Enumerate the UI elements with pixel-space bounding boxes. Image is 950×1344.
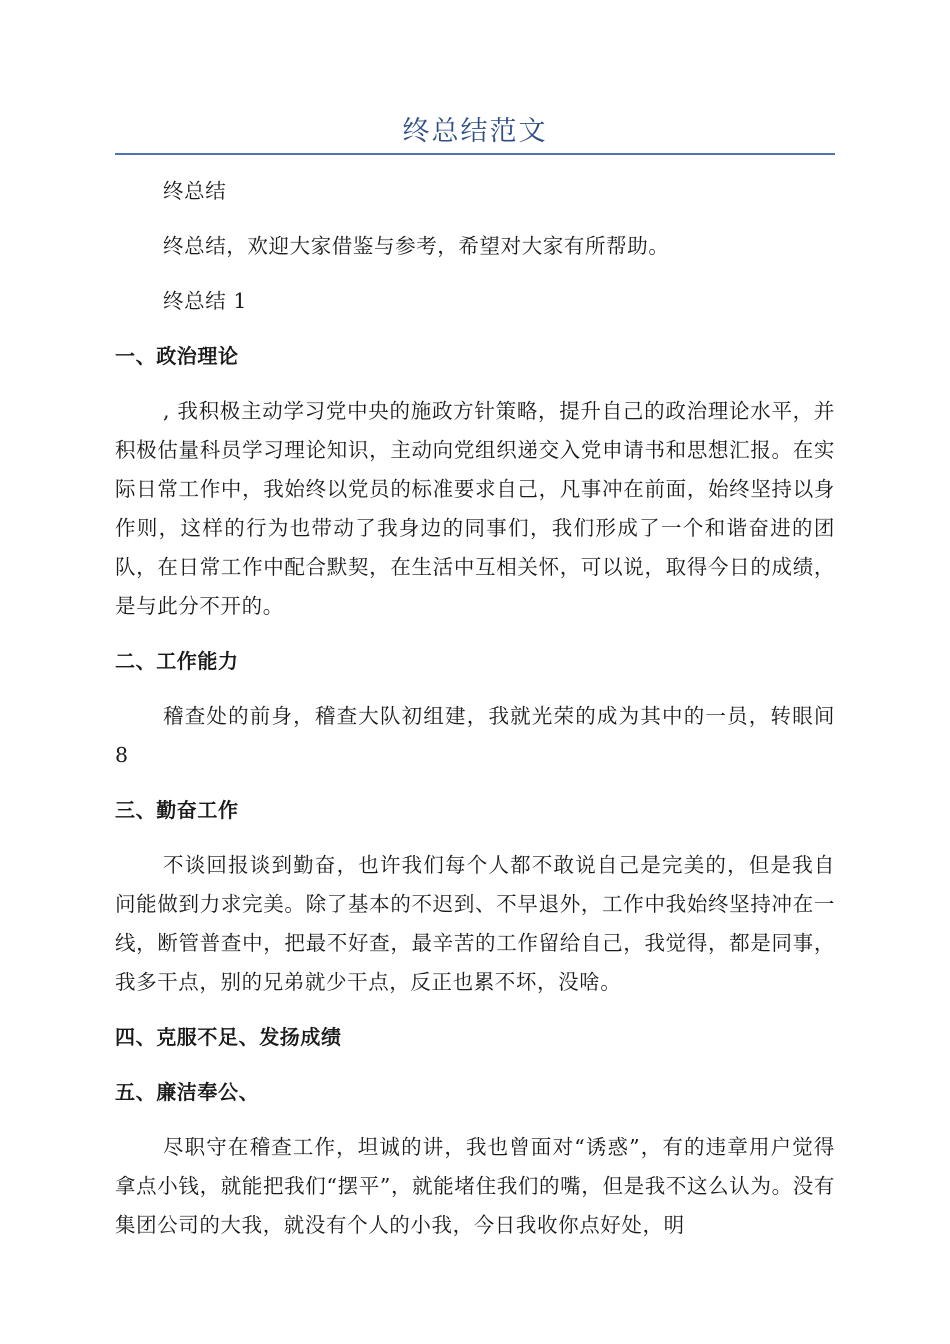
paragraph-diligent-work: 不谈回报谈到勤奋，也许我们每个人都不敢说自己是完美的，但是我自问能做到力求完美。除了基本的不迟到、不早退外，工作中我始终坚持冲在一线，断管普查中，把最不好查，最辛苦的工作留给自己，我觉得，都是同事，我多干点，别的兄弟就少干点，反正也累不坏，没啥。 — [115, 853, 835, 994]
section-heading-overcome-shortcomings: 四、克服不足、发扬成绩 — [115, 1025, 342, 1049]
paragraph-political-theory: , 我积极主动学习党中央的施政方针策略，提升自己的政治理论水平，并积极估量科员学习理论知识，主动向党组织递交入党申请书和思想汇报。在实际日常工作中，我始终以党员的标准要求自己，凡事冲在前面，始终坚持以身作则，这样的行为也带动了我身边的同事们，我们形成了一个和谐奋进的团队，在日常工作中配合默契，在生活中互相关怀，可以说，取得今日的成绩，是与此分不开的。 — [115, 399, 835, 618]
document-body — [115, 172, 835, 1261]
section-heading-work-ability: 二、工作能力 — [115, 649, 239, 673]
paragraph-work-ability: 稽查处的前身，稽查大队初组建，我就光荣的成为其中的一员，转眼间 8 — [115, 704, 835, 767]
section-heading-political-theory: 一、政治理论 — [115, 344, 239, 368]
paragraph-heading-text: 终总结 — [163, 179, 227, 203]
document-title: 终总结范文 — [402, 116, 548, 147]
section-heading-diligent-work: 三、勤奋工作 — [115, 798, 239, 822]
paragraph-section-number: 终总结 1 — [163, 289, 248, 313]
section-heading-integrity: 五、廉洁奉公、 — [115, 1080, 260, 1104]
paragraph-intro: 终总结，欢迎大家借鉴与参考，希望对大家有所帮助。 — [163, 234, 670, 258]
paragraph-integrity: 尽职守在稽查工作，坦诚的讲，我也曾面对“诱惑”，有的违章用户觉得拿点小钱，就能把我们“摆平”，就能堵住我们的嘴，但是我不这么认为。没有集团公司的大我，就没有个人的小我，今日我收你点好处，明 — [115, 1135, 835, 1237]
title-underline — [115, 153, 835, 155]
